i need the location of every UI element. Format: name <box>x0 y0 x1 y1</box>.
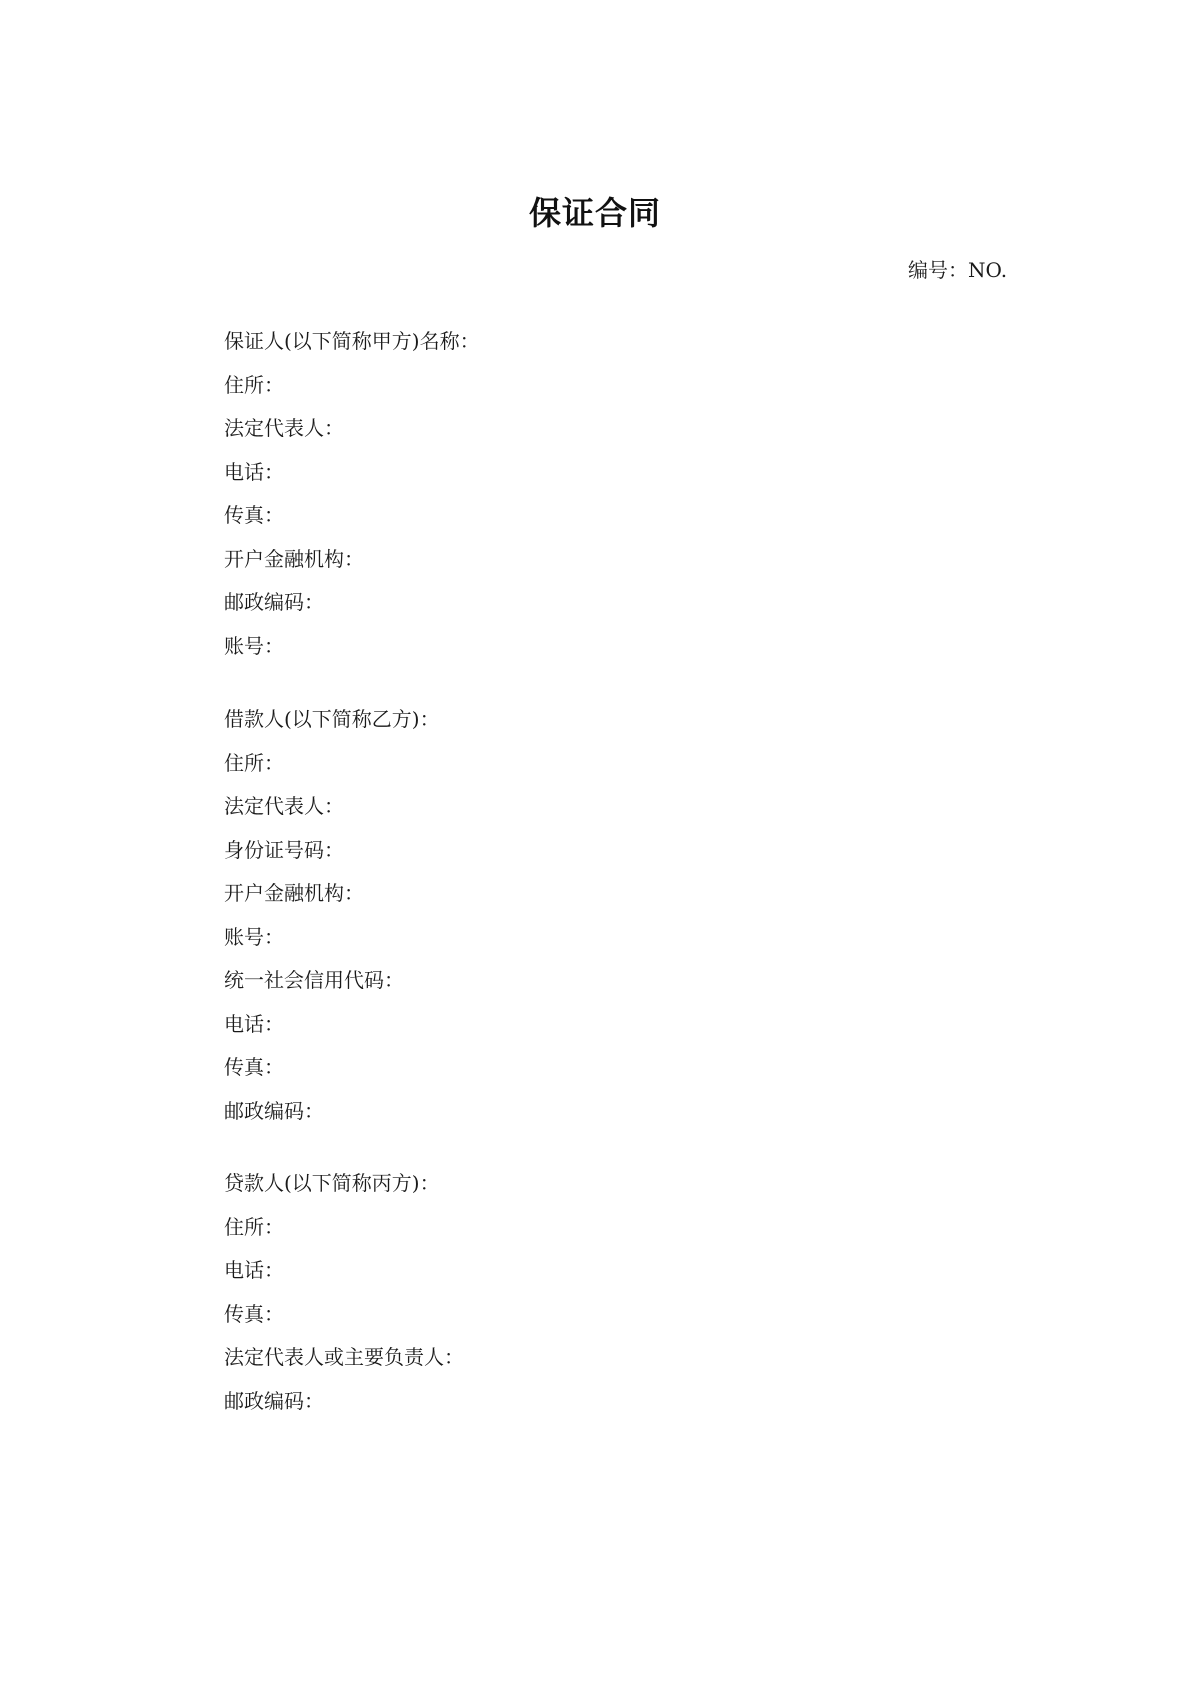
borrower-legal-rep-field: 法定代表人： <box>224 794 344 818</box>
document-title: 保证合同 <box>528 194 661 232</box>
borrower-fax-field: 传真： <box>224 1055 284 1079</box>
lender-fax-field: 传真： <box>224 1301 284 1326</box>
guarantor-address-field: 住所： <box>224 372 284 397</box>
guarantor-postcode-field: 邮政编码： <box>224 590 324 614</box>
lender-address-field: 住所： <box>224 1214 284 1239</box>
guarantor-phone-field: 电话： <box>224 459 284 484</box>
guarantor-fax-field: 传真： <box>224 503 284 527</box>
lender-name-field: 贷款人(以下简称丙方)： <box>224 1171 440 1195</box>
guarantor-name-field: 保证人(以下简称甲方)名称： <box>224 329 480 353</box>
document-number: 编号：NO. <box>908 258 1008 282</box>
borrower-id-number-field: 身份证号码： <box>224 837 344 862</box>
guarantor-legal-rep-field: 法定代表人： <box>224 416 344 440</box>
guarantor-account-field: 账号： <box>224 633 284 658</box>
borrower-bank-field: 开户金融机构： <box>224 881 364 905</box>
borrower-section <box>224 704 1004 1139</box>
guarantor-section <box>224 326 1004 674</box>
lender-postcode-field: 邮政编码： <box>224 1388 324 1413</box>
borrower-credit-code-field: 统一社会信用代码： <box>224 968 404 992</box>
lender-section <box>224 1168 1004 1429</box>
borrower-phone-field: 电话： <box>224 1011 284 1036</box>
lender-legal-rep-field: 法定代表人或主要负责人： <box>224 1345 464 1369</box>
borrower-account-field: 账号： <box>224 924 284 949</box>
lender-phone-field: 电话： <box>224 1258 284 1282</box>
guarantor-bank-field: 开户金融机构： <box>224 546 364 571</box>
borrower-name-field: 借款人(以下简称乙方)： <box>224 707 440 731</box>
borrower-postcode-field: 邮政编码： <box>224 1098 324 1123</box>
borrower-address-field: 住所： <box>224 750 284 775</box>
